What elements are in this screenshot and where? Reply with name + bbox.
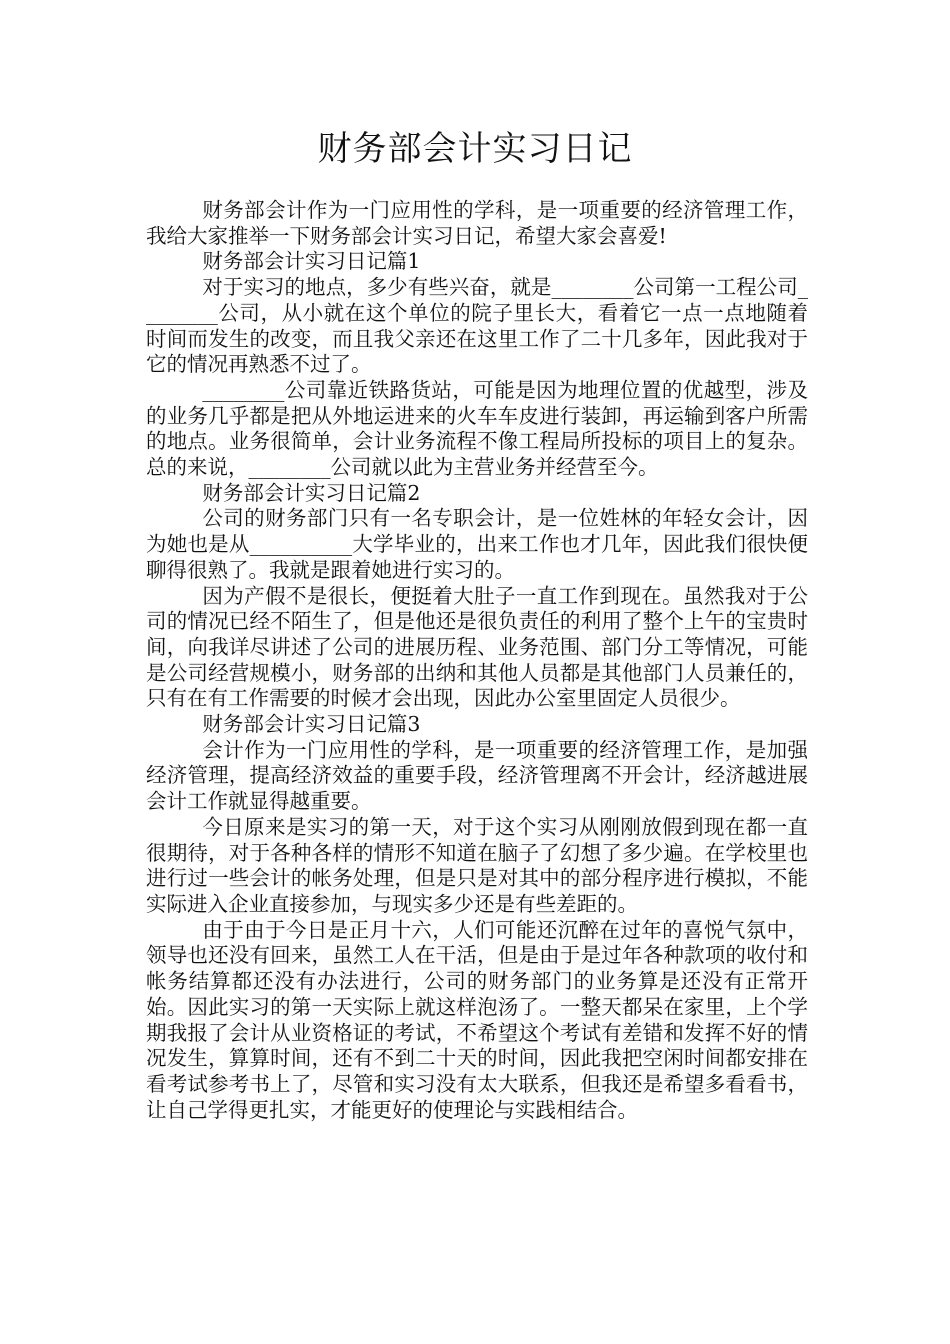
paragraph: 公司的财务部门只有一名专职会计，是一位姓林的年轻女会计，因为她也是从__________大学毕业的，出来工作也才几年，因此我们很快便聊得很熟了。我就是跟着她进行实习的。	[146, 506, 808, 582]
paragraph: 由于由于今日是正月十六，人们可能还沉醉在过年的喜悦气氛中，领导也还没有回来，虽然工人在干活，但是由于是过年各种款项的收付和帐务结算都还没有办法进行，公司的财务部门的业务算是还没有正常开始。因此实习的第一天实际上就这样泡汤了。一整天都呆在家里，上个学期我报了会计从业资格证的考试，不希望这个考试有差错和发挥不好的情况发生，算算时间，还有不到二十天的时间，因此我把空闲时间都安排在看考试参考书上了，尽管和实习没有太大联系，但我还是希望多看看书，让自己学得更扎实，才能更好的使理论与实践相结合。	[146, 917, 808, 1122]
section-heading-1: 财务部会计实习日记篇1	[202, 249, 421, 274]
paragraph: ________公司靠近铁路货站，可能是因为地理位置的优越型，涉及的业务几乎都是把从外地运进来的火车车皮进行装卸，再运输到客户所需的地点。业务很简单，会计业务流程不像工程局所投标的项目上的复杂。总的来说，________公司就以此为主营业务并经营至今。	[146, 377, 808, 480]
paragraph: 对于实习的地点，多少有些兴奋，就是________公司第一工程公司________公司，从小就在这个单位的院子里长大，看着它一点一点地随着时间而发生的改变，而且我父亲还在这里工作了二十几多年，因此我对于它的情况再熟悉不过了。	[146, 275, 808, 377]
section-heading-3: 财务部会计实习日记篇3	[202, 712, 421, 737]
document-body	[146, 198, 808, 1123]
paragraph: 因为产假不是很长，便挺着大肚子一直工作到现在。虽然我对于公司的情况已经不陌生了，但是他还是很负责任的利用了整个上午的宝贵时间，向我详尽讲述了公司的进展历程、业务范围、部门分工等情况，可能是公司经营规模小，财务部的出纳和其他人员都是其他部门人员兼任的，只有在有工作需要的时候才会出现，因此办公室里固定人员很少。	[146, 583, 808, 711]
paragraph: 今日原来是实习的第一天，对于这个实习从刚刚放假到现在都一直很期待，对于各种各样的情形不知道在脑子了幻想了多少遍。在学校里也进行过一些会计的帐务处理，但是只是对其中的部分程序进行模拟，不能实际进入企业直接参加，与现实多少还是有些差距的。	[146, 814, 808, 916]
intro-paragraph: 财务部会计作为一门应用性的学科，是一项重要的经济管理工作，我给大家推举一下财务部会计实习日记，希望大家会喜爱!	[146, 198, 808, 248]
paragraph: 会计作为一门应用性的学科，是一项重要的经济管理工作，是加强经济管理，提高经济效益的重要手段，经济管理离不开会计，经济越进展会计工作就显得越重要。	[146, 737, 808, 814]
document-title: 财务部会计实习日记	[317, 129, 633, 169]
section-heading-2: 财务部会计实习日记篇2	[202, 480, 421, 505]
